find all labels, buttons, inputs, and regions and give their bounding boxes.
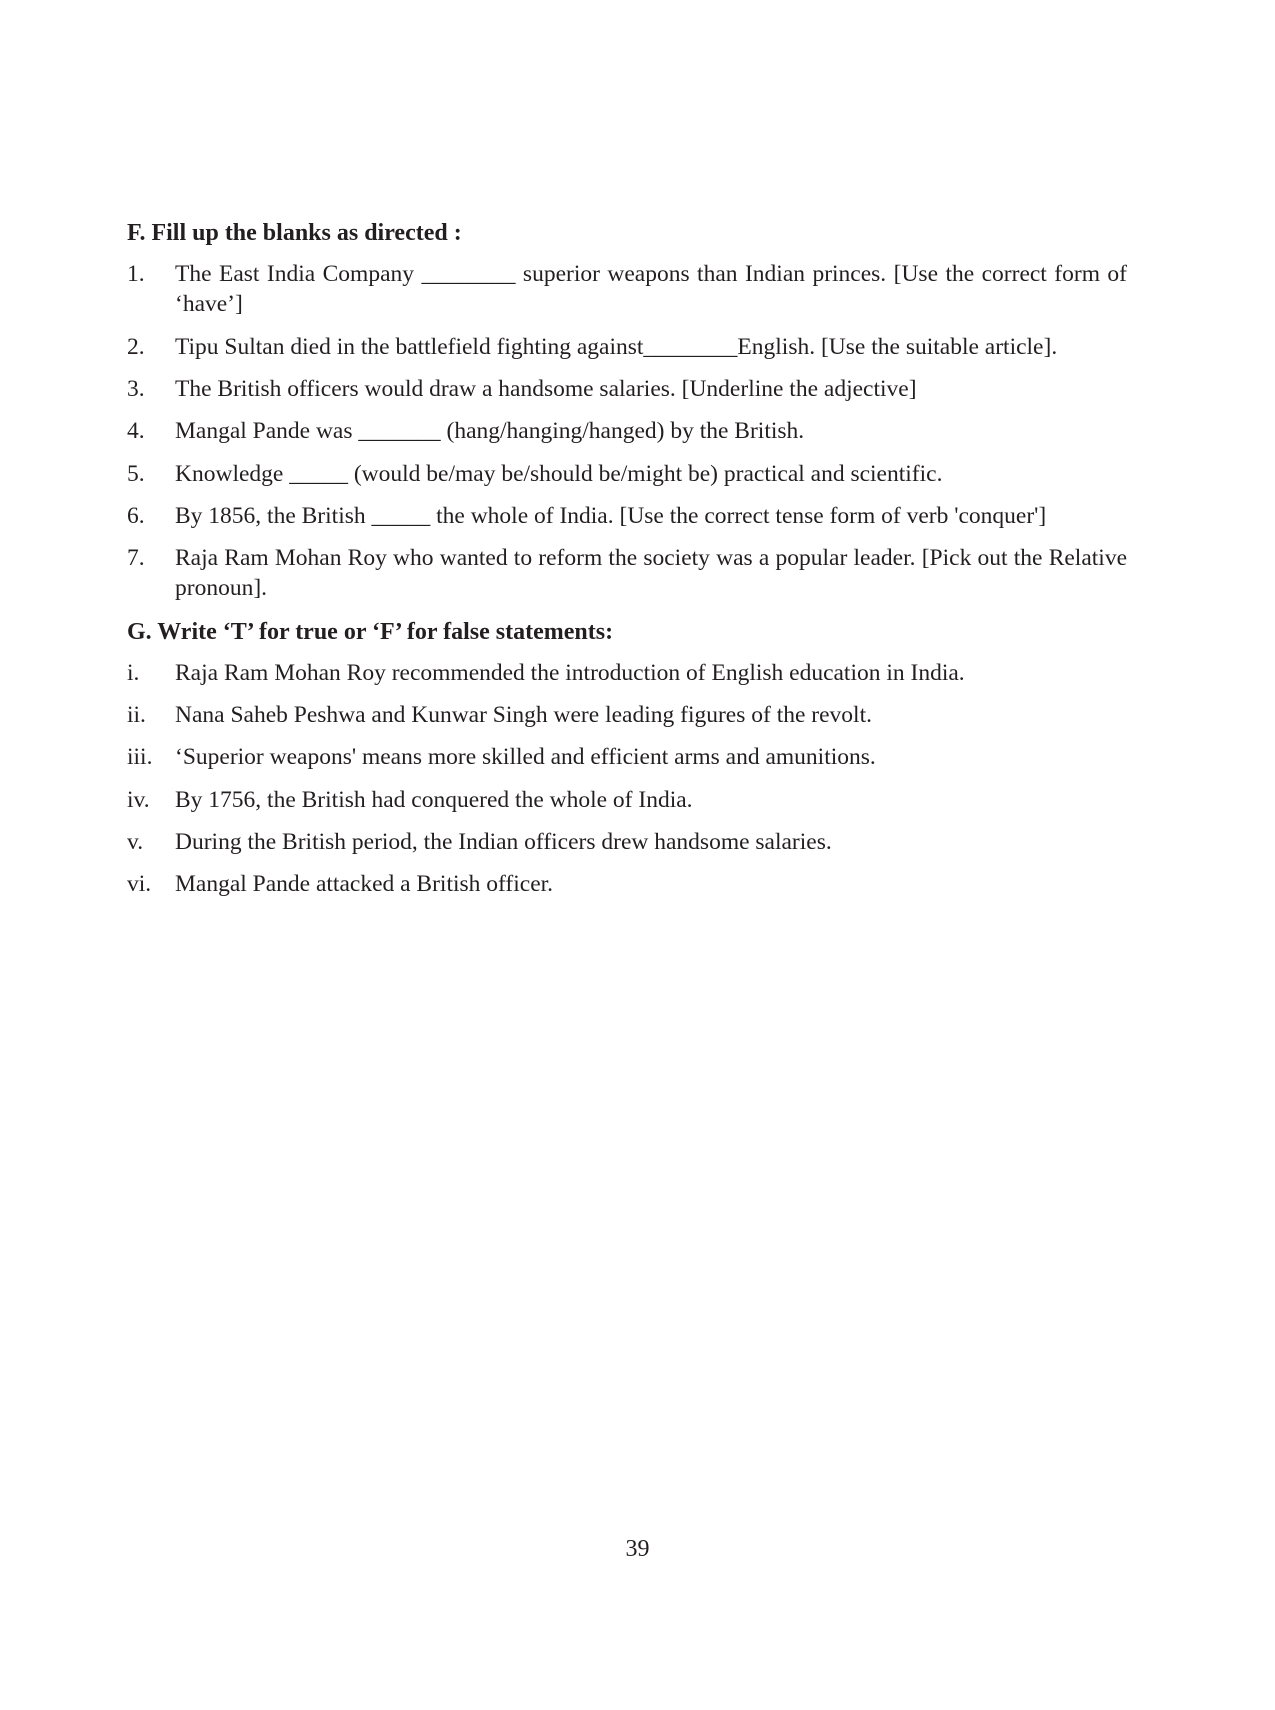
item-text: The East India Company ________ superior weapons than Indian princes. [Use the correct form of ‘have’] — [175, 261, 1127, 317]
item-text: During the British period, the Indian officers drew handsome salaries. — [175, 829, 832, 855]
item-text: Mangal Pande was _______ (hang/hanging/hanged) by the British. — [175, 418, 805, 444]
list-item — [127, 416, 1127, 446]
list-item — [127, 259, 1127, 319]
list-item — [127, 658, 1127, 688]
item-number: v. — [127, 829, 144, 855]
item-text: The British officers would draw a handsome salaries. [Underline the adjective] — [175, 376, 917, 402]
section-f-heading: F. Fill up the blanks as directed : — [127, 220, 462, 246]
list-item — [127, 742, 1127, 772]
item-number: 5. — [127, 461, 145, 487]
item-text: By 1856, the British _____ the whole of India. [Use the correct tense form of verb 'conquer'] — [175, 503, 1047, 529]
list-item — [127, 374, 1127, 404]
item-number: vi. — [127, 871, 152, 897]
list-item — [127, 827, 1127, 857]
item-number: 2. — [127, 334, 145, 360]
item-text: By 1756, the British had conquered the whole of India. — [175, 787, 693, 813]
item-number: iii. — [127, 744, 153, 770]
item-number: iv. — [127, 787, 150, 813]
item-number: ii. — [127, 702, 146, 728]
list-item — [127, 332, 1127, 362]
item-number: 1. — [127, 261, 145, 287]
item-number: 7. — [127, 545, 145, 571]
item-text: ‘Superior weapons' means more skilled and efficient arms and amunitions. — [175, 744, 876, 770]
item-number: i. — [127, 660, 140, 686]
list-item — [127, 501, 1127, 531]
list-item — [127, 700, 1127, 730]
item-text: Tipu Sultan died in the battlefield fighting against________English. [Use the suitable article]. — [175, 334, 1058, 360]
page-number: 39 — [625, 1536, 650, 1562]
list-item — [127, 543, 1127, 603]
item-text: Mangal Pande attacked a British officer. — [175, 871, 554, 897]
item-text: Raja Ram Mohan Roy who wanted to reform the society was a popular leader. [Pick out the Relative pronoun]. — [175, 545, 1127, 601]
item-number: 6. — [127, 503, 145, 529]
item-text: Knowledge _____ (would be/may be/should be/might be) practical and scientific. — [175, 461, 943, 487]
list-item — [127, 785, 1127, 815]
item-text: Nana Saheb Peshwa and Kunwar Singh were leading figures of the revolt. — [175, 702, 872, 728]
section-g-heading: G. Write ‘T’ for true or ‘F’ for false statements: — [127, 619, 614, 645]
item-text: Raja Ram Mohan Roy recommended the introduction of English education in India. — [175, 660, 965, 686]
item-number: 4. — [127, 418, 145, 444]
list-item — [127, 869, 1127, 899]
item-number: 3. — [127, 376, 145, 402]
list-item — [127, 459, 1127, 489]
